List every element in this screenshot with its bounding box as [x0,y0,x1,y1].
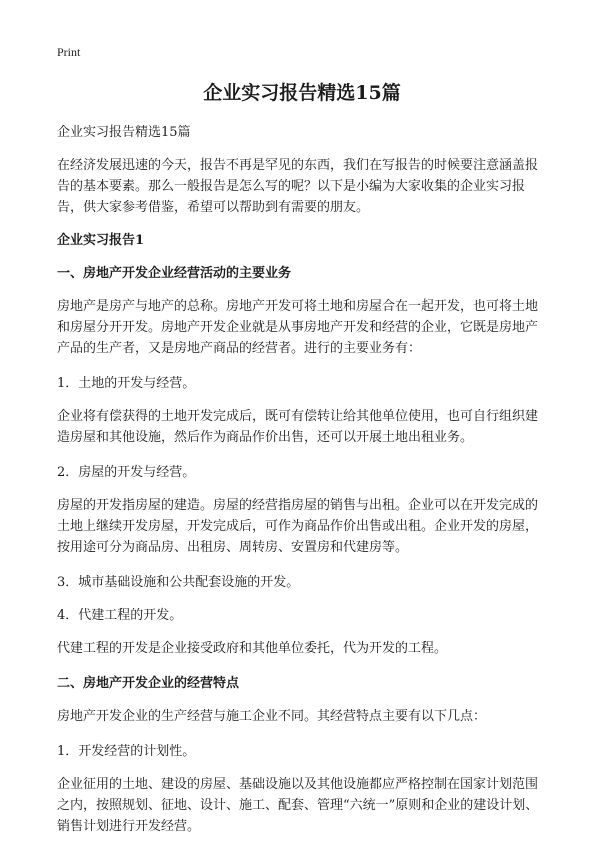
list-item-title: 4．代建工程的开发。 [57,608,183,623]
list-item-title: 3．城市基础设施和公共配套设施的开发。 [57,575,300,590]
list-item-title: 1．土地的开发与经营。 [57,376,196,391]
list-item-title: 2．房屋的开发与经营。 [57,465,196,480]
list-item-body: 企业将有偿获得的土地开发完成后，既可有偿转让给其他单位使用，也可自行组织建造房屋和其他设施，然后作为商品作价出售，还可以开展土地出租业务。 [57,409,539,445]
section-heading-1: 一、房地产开发企业经营活动的主要业务 [57,266,292,281]
list-item-body: 房屋的开发指房屋的建造。房屋的经营指房屋的销售与出租。企业可以在开发完成的土地上继续开发房屋，开发完成后，可作为商品作价出售或出租。企业开发的房屋，按用途可分为商品房、出租房、周转房、安置房和代建房等。 [57,498,539,555]
document-body [57,122,547,851]
list-item-body: 代建工程的开发是企业接受政府和其他单位委托，代为开发的工程。 [57,641,448,656]
intro-paragraph: 在经济发展迅速的今天，报告不再是罕见的东西，我们在写报告的时候要注意涵盖报告的基本要素。那么一般报告是怎么写的呢？以下是小编为大家收集的企业实习报告，供大家参考借鉴，希望可以帮助到有需要的朋友。 [57,158,539,215]
list-item-title: 1．开发经营的计划性。 [57,744,196,759]
print-link[interactable]: Print [57,45,81,59]
report-heading: 企业实习报告1 [57,233,145,248]
list-item-body: 企业征用的土地、建设的房屋、基础设施以及其他设施都应严格控制在国家计划范围之内，按照规划、征地、设计、施工、配套、管理“六统一”原则和企业的建设计划、销售计划进行开发经营。 [57,777,539,834]
page-title: 企业实习报告精选15篇 [203,82,401,104]
section-2-paragraph: 房地产开发企业的生产经营与施工企业不同。其经营特点主要有以下几点： [57,709,487,724]
document-subtitle: 企业实习报告精选15篇 [57,125,191,140]
section-1-paragraph: 房地产是房产与地产的总称。房地产开发可将土地和房屋合在一起开发，也可将土地和房屋分开开发。房地产开发企业就是从事房地产开发和经营的企业，它既是房地产产品的生产者，又是房地产商品的经营者。进行的主要业务有： [57,299,539,356]
section-heading-2: 二、房地产开发企业的经营特点 [57,676,240,691]
